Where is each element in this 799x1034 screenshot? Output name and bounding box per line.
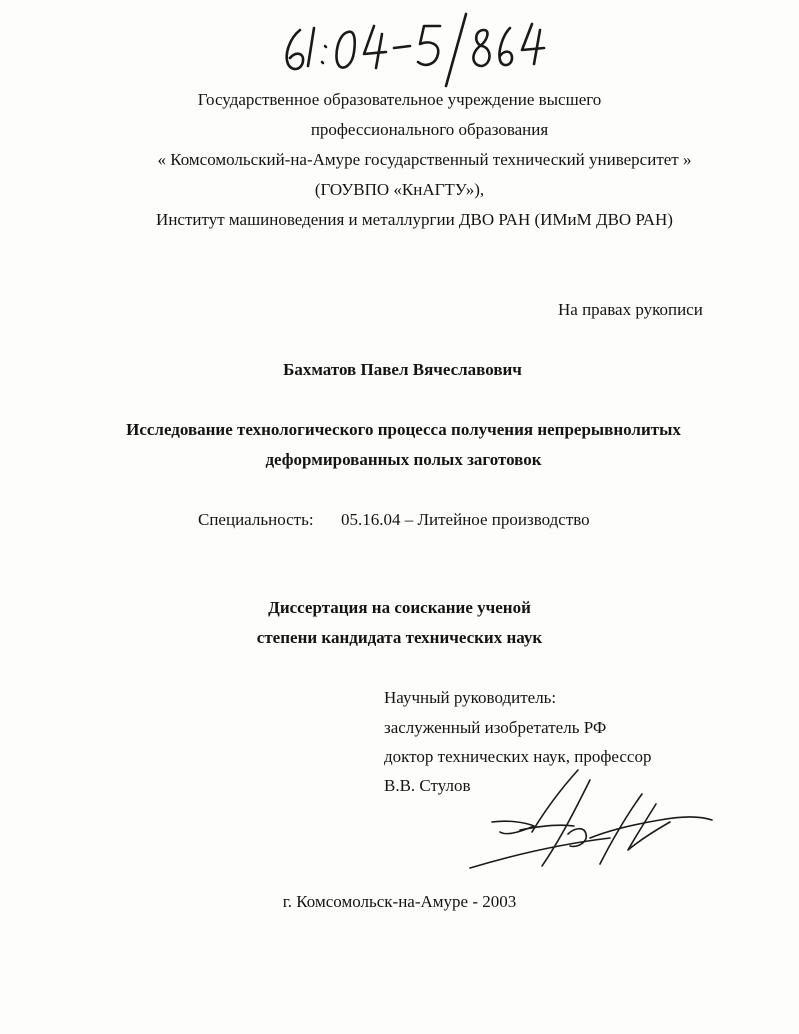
institution-line-4: (ГОУВПО «КнАГТУ»), xyxy=(314,180,485,199)
institution-line-5: Институт машиноведения и металлургии ДВО РАН (ИМиМ ДВО РАН) xyxy=(156,210,673,229)
dissertation-line-1: Диссертация на соискание ученой xyxy=(268,598,531,617)
title-line-1: Исследование технологического процесса получения непрерывнолитых xyxy=(126,420,681,439)
supervisor-title-1: заслуженный изобретатель РФ xyxy=(384,718,607,737)
specialty-value: 05.16.04 – Литейное производство xyxy=(341,510,590,529)
supervisor-name: В.В. Стулов xyxy=(384,776,471,795)
specialty-label: Специальность: xyxy=(198,510,314,529)
handwritten-archive-number xyxy=(270,8,550,88)
manuscript-rights: На правах рукописи xyxy=(558,300,703,319)
title-line-2: деформированных полых заготовок xyxy=(265,450,542,469)
supervisor-signature xyxy=(450,760,720,875)
supervisor-heading: Научный руководитель: xyxy=(384,688,557,707)
city-and-year: г. Комсомольск-на-Амуре - 2003 xyxy=(282,892,517,911)
dissertation-line-2: степени кандидата технических наук xyxy=(256,628,543,647)
institution-line-1: Государственное образовательное учреждение высшего xyxy=(197,90,602,109)
supervisor-title-2: доктор технических наук, профессор xyxy=(384,747,652,766)
author-name: Бахматов Павел Вячеславович xyxy=(283,360,522,379)
institution-line-2: профессионального образования xyxy=(310,120,549,139)
institution-line-3: « Комсомольский-на-Амуре государственный технический университет » xyxy=(157,150,692,169)
